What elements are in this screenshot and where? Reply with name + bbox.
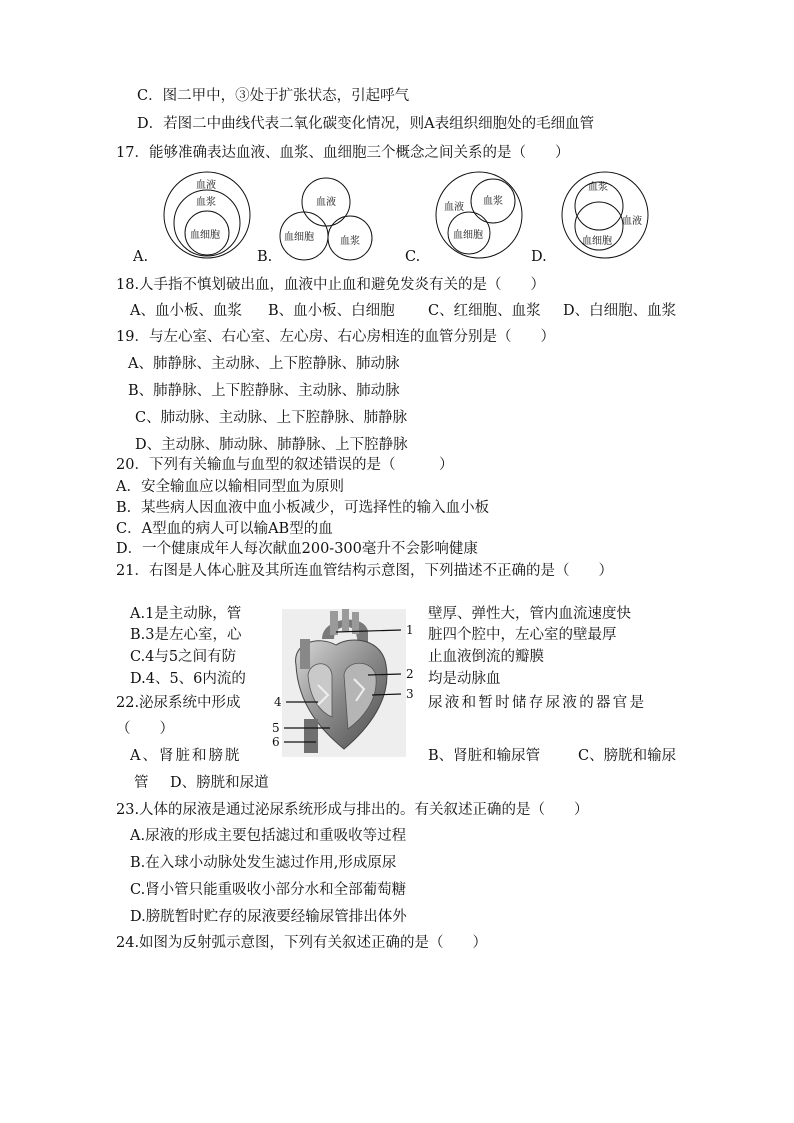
q23-option-b: B.在入球小动脉处发生滤过作用,形成原尿	[130, 855, 397, 871]
venn-b-plasma-label: 血浆	[340, 236, 360, 247]
heart-marker-5: 5	[272, 721, 280, 735]
heart-marker-6: 6	[272, 735, 280, 749]
venn-diagram-c	[432, 170, 527, 264]
q19-option-d: D、主动脉、肺动脉、肺静脉、上下腔静脉	[135, 437, 408, 453]
venn-c-blood-label: 血液	[444, 202, 464, 213]
q22-option-d: D、膀胱和尿道	[170, 775, 269, 791]
q17-stem: 17．能够准确表达血液、血浆、血细胞三个概念之间关系的是（ ）	[116, 145, 570, 161]
q22-option-c: C、膀胱和输尿	[578, 748, 677, 764]
q17-option-d: D.	[531, 249, 547, 265]
q16-option-d: D．若图二中曲线代表二氧化碳变化情况，则A表组织细胞处的毛细血管	[137, 116, 595, 132]
heart-pointer-lines	[270, 620, 410, 750]
q23-stem: 23.人体的尿液是通过泌尿系统形成与排出的。有关叙述正确的是（ ）	[116, 802, 589, 818]
q21-option-c-left: C.4与5之间有防	[130, 649, 237, 665]
q18-option-c: C、红细胞、血浆	[428, 303, 541, 319]
q17-option-a: A.	[133, 249, 149, 265]
q20-option-b: B．某些病人因血液中血小板减少，可选择性的输入血小板	[116, 500, 490, 516]
q19-option-c: C、肺动脉、主动脉、上下腔静脉、肺静脉	[135, 410, 408, 426]
venn-b-blood-label: 血液	[316, 197, 336, 208]
venn-a-plasma-label: 血浆	[196, 197, 216, 208]
heart-marker-3: 3	[406, 687, 414, 701]
q20-option-d: D．一个健康成年人每次献血200-300毫升不会影响健康	[116, 541, 478, 557]
heart-marker-4: 4	[274, 695, 282, 709]
q21-option-a-right: 壁厚、弹性大，管内血流速度快	[428, 606, 631, 622]
q24-stem: 24.如图为反射弧示意图，下列有关叙述正确的是（ ）	[116, 935, 488, 951]
venn-diagram-b	[278, 176, 374, 266]
q18-stem: 18.人手指不慎划破出血，血液中止血和避免发炎有关的是（ ）	[116, 277, 546, 293]
venn-d-blood-label: 血液	[622, 216, 642, 227]
q18-option-b: B、血小板、白细胞	[268, 303, 395, 319]
venn-d-plasma-label: 血浆	[588, 182, 608, 193]
q19-option-b: B、肺静脉、上下腔静脉、主动脉、肺动脉	[128, 383, 400, 399]
venn-diagram-a	[160, 170, 255, 264]
q22-stem-right: 尿液和暂时储存尿液的器官是	[428, 695, 647, 711]
q22-paren: （ ）	[116, 721, 174, 737]
venn-a-cells-label: 血细胞	[190, 230, 220, 241]
heart-marker-1: 1	[406, 623, 414, 637]
q23-option-a: A.尿液的形成主要包括滤过和重吸收等过程	[130, 828, 407, 844]
q16-option-c: C．图二甲中，③处于扩张状态，引起呼气	[137, 88, 410, 104]
q22-option-a: A、肾脏和膀胱	[130, 748, 242, 764]
q23-option-c: C.肾小管只能重吸收小部分水和全部葡萄糖	[130, 882, 407, 898]
q21-option-d-left: D.4、5、6内流的	[130, 671, 246, 687]
venn-c-cells-label: 血细胞	[453, 230, 483, 241]
q18-option-d: D、白细胞、血浆	[563, 303, 677, 319]
q17-option-b: B.	[257, 249, 273, 265]
venn-d-cells-label: 血细胞	[582, 236, 612, 247]
q23-option-d: D.膀胱暂时贮存的尿液要经输尿管排出体外	[130, 909, 407, 925]
q21-option-c-right: 止血液倒流的瓣膜	[428, 649, 544, 665]
q22-option-b: B、肾脏和输尿管	[428, 748, 541, 764]
q21-option-d-right: 均是动脉血	[428, 671, 501, 687]
heart-marker-2: 2	[406, 667, 414, 681]
venn-a-blood-label: 血液	[196, 180, 216, 191]
q21-stem: 21．右图是人体心脏及其所连血管结构示意图，下列描述不正确的是（ ）	[116, 563, 613, 579]
q21-option-b-left: B.3是左心室，心	[130, 627, 242, 643]
q22-option-c-cont: 管	[134, 775, 149, 791]
q18-option-a: A、血小板、血浆	[130, 303, 242, 319]
q21-option-b-right: 脏四个腔中，左心室的壁最厚	[428, 627, 617, 643]
q20-option-c: C．A型血的病人可以输AB型的血	[116, 521, 333, 537]
venn-diagram-d	[558, 170, 653, 264]
q19-option-a: A、肺静脉、主动脉、上下腔静脉、肺动脉	[128, 356, 400, 372]
venn-c-plasma-label: 血浆	[483, 196, 503, 207]
q20-stem: 20．下列有关输血与血型的叙述错误的是（ ）	[116, 457, 454, 473]
q17-option-c: C.	[405, 249, 421, 265]
q22-stem-left: 22.泌尿系统中形成	[116, 695, 241, 711]
q19-stem: 19．与左心室、右心室、左心房、右心房相连的血管分别是（ ）	[116, 329, 555, 345]
q21-option-a-left: A.1是主动脉，管	[130, 606, 242, 622]
venn-b-cells-label: 血细胞	[284, 232, 314, 243]
q20-option-a: A．安全输血应以输相同型血为原则	[116, 479, 344, 495]
